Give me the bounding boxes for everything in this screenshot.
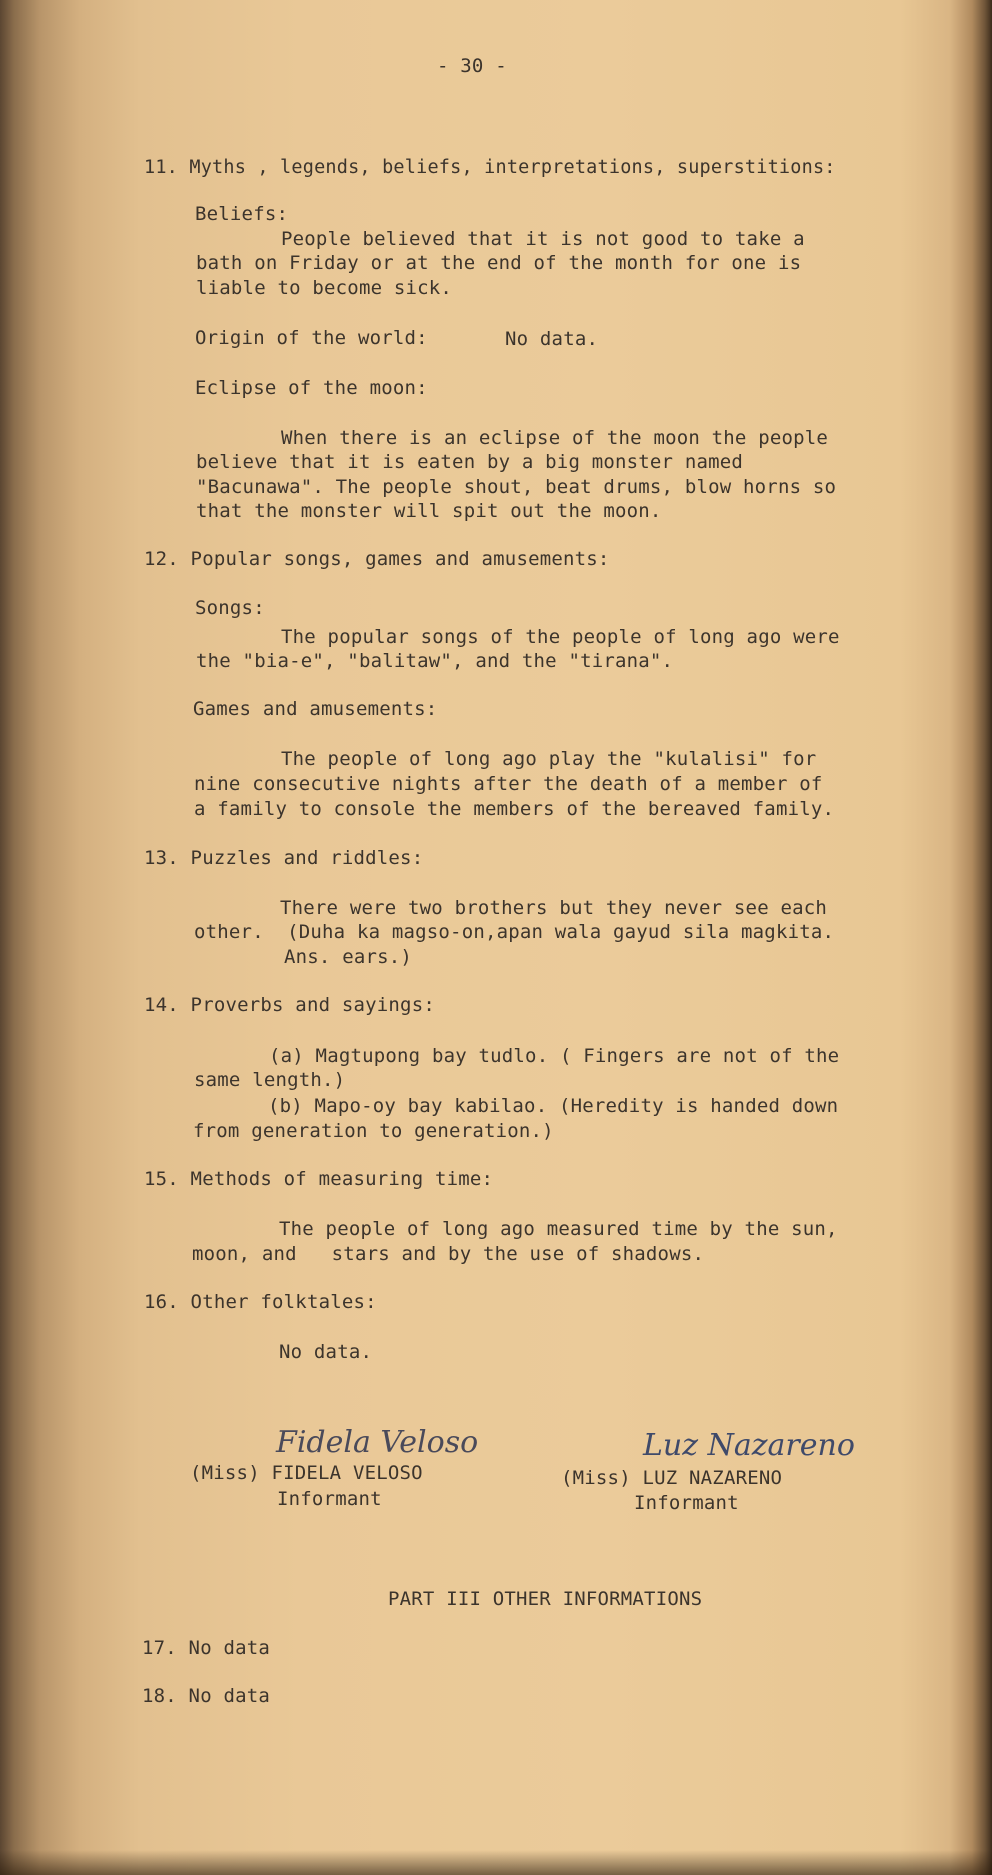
section-14-heading: 14. Proverbs and sayings: (144, 994, 435, 1016)
informant-signature: Luz Nazareno (643, 1428, 855, 1463)
riddle-line: other. (Duha ka magso-on,apan wala gayud sila magkita. (194, 921, 835, 943)
informant-role: Informant (634, 1492, 739, 1514)
section-12-heading: 12. Popular songs, games and amusements: (144, 548, 610, 570)
time-line: The people of long ago measured time by the sun, (279, 1218, 838, 1240)
eclipse-line: believe that it is eaten by a big monster named (196, 451, 744, 473)
page-number: - 30 - (437, 55, 507, 77)
proverb-line: from generation to generation.) (193, 1120, 554, 1142)
songs-line: The popular songs of the people of long ago were (281, 626, 840, 648)
games-line: The people of long ago play the "kulalisi" for (281, 748, 817, 770)
riddle-line: Ans. ears.) (284, 946, 413, 968)
beliefs-line: liable to become sick. (196, 277, 453, 299)
beliefs-line: People believed that it is not good to take a (281, 228, 805, 250)
part-3-item: 17. No data (142, 1637, 271, 1659)
informant-signature: Fidela Veloso (276, 1425, 479, 1460)
beliefs-line: bath on Friday or at the end of the month for one is (196, 252, 802, 274)
folktales-value: No data. (279, 1341, 373, 1363)
games-label: Games and amusements: (193, 698, 438, 720)
proverb-line: (a) Magtupong bay tudlo. ( Fingers are not of the (269, 1045, 840, 1067)
riddle-line: There were two brothers but they never see each (280, 897, 828, 919)
informant-name: (Miss) LUZ NAZARENO (561, 1467, 783, 1489)
eclipse-label: Eclipse of the moon: (195, 377, 428, 399)
origin-label: Origin of the world: (195, 327, 428, 349)
part-3-item: 18. No data (142, 1685, 271, 1707)
section-13-heading: 13. Puzzles and riddles: (144, 847, 424, 869)
games-line: a family to console the members of the bereaved family. (194, 798, 835, 820)
section-16-heading: 16. Other folktales: (144, 1291, 377, 1313)
proverb-line: same length.) (194, 1069, 346, 1091)
section-11-heading: 11. Myths , legends, beliefs, interpretations, superstitions: (144, 157, 836, 178)
eclipse-line: When there is an eclipse of the moon the people (281, 427, 829, 449)
informant-name: (Miss) FIDELA VELOSO (190, 1462, 423, 1484)
informant-role: Informant (277, 1488, 382, 1510)
proverb-line: (b) Mapo-oy bay kabilao. (Heredity is handed down (268, 1095, 839, 1117)
beliefs-label: Beliefs: (195, 203, 289, 225)
section-15-heading: 15. Methods of measuring time: (144, 1168, 494, 1190)
songs-line: the "bia-e", "balitaw", and the "tirana". (196, 650, 674, 672)
songs-label: Songs: (195, 597, 265, 619)
eclipse-line: that the monster will spit out the moon. (196, 500, 662, 522)
time-line: moon, and stars and by the use of shadows. (192, 1243, 705, 1265)
origin-value: No data. (505, 328, 599, 350)
games-line: nine consecutive nights after the death of a member of (194, 773, 823, 795)
part-3-title: PART III OTHER INFORMATIONS (388, 1588, 703, 1610)
eclipse-line: "Bacunawa". The people shout, beat drums, blow horns so (196, 476, 837, 498)
